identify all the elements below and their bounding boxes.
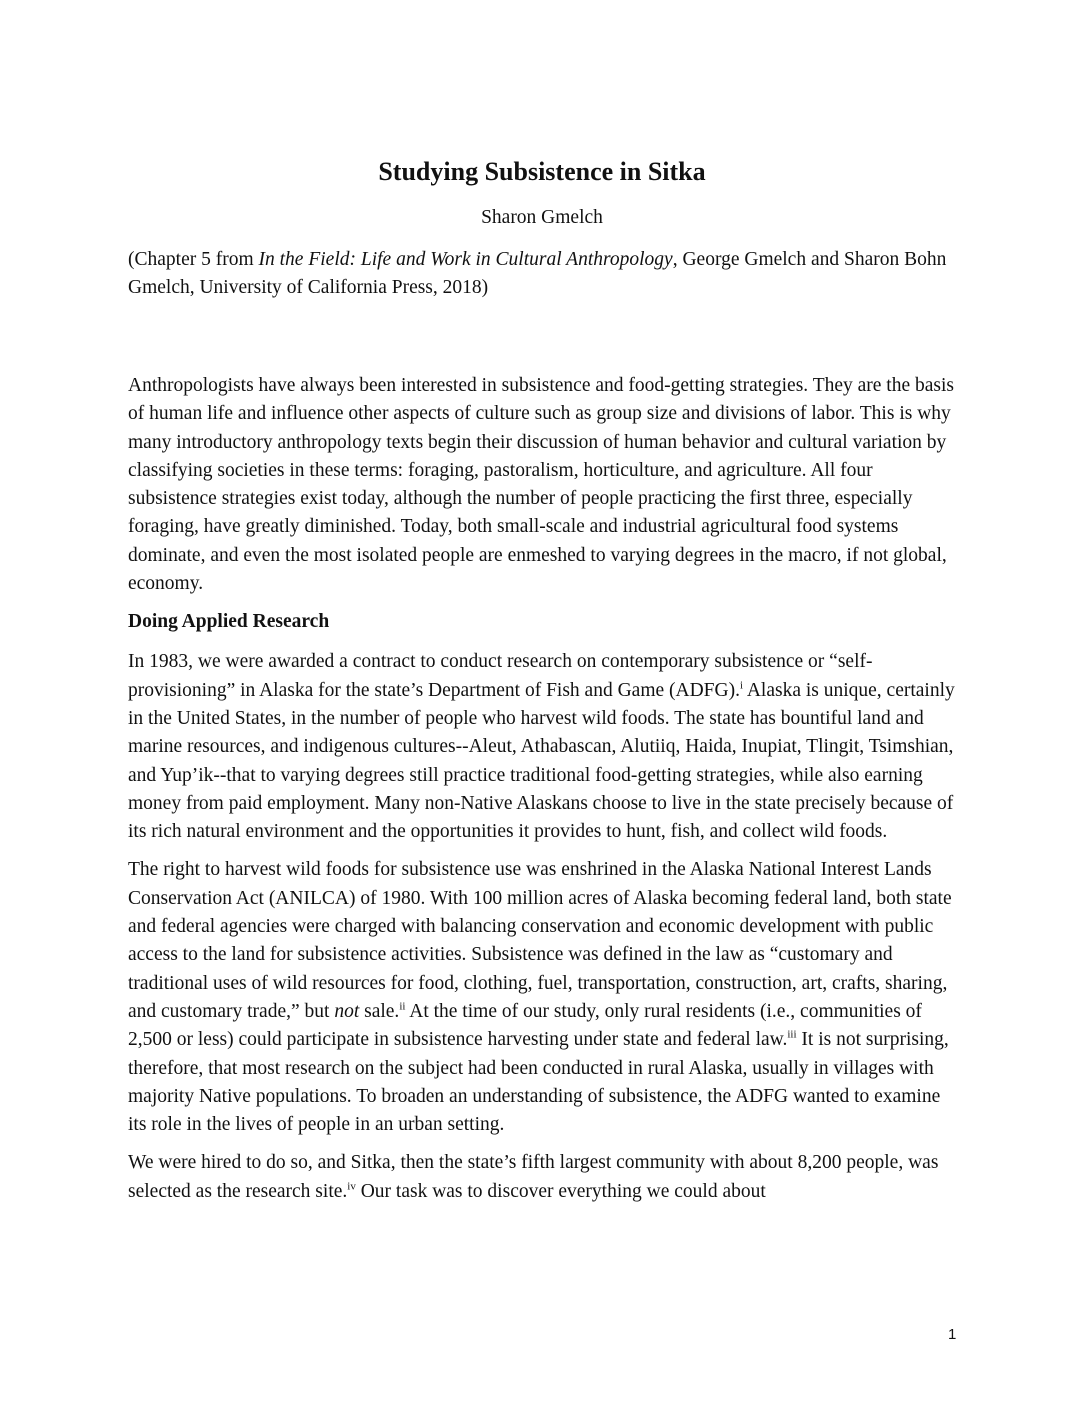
- citation-suffix: , George Gmelch and Sharon Bohn Gmelch, University of California Press, 2018): [128, 249, 947, 298]
- body-paragraph: [128, 648, 956, 846]
- chapter-citation: [128, 246, 956, 302]
- citation-prefix: (Chapter 5 from: [128, 249, 259, 270]
- intro-paragraph: Anthropologists have always been interested in subsistence and food-getting strategies. They are the basis of human life and influence other aspects of culture such as group size and divisions of labor. This is why many introductory anthropology texts begin their discussion of human behavior and cultural variation by classifying societies in these terms: foraging, pastoralism, horticulture, and agriculture. All four subsistence strategies exist today, although the number of people practicing the first three, especially foraging, have greatly diminished. Today, both small-scale and industrial agricultural food systems dominate, and even the most isolated people are enmeshed to varying degrees in the macro, if not global, economy.: [128, 375, 955, 595]
- section-heading: Doing Applied Research: [128, 611, 330, 633]
- document-title: Studying Subsistence in Sitka: [378, 157, 706, 186]
- endnote-marker[interactable]: iv: [347, 1180, 356, 1193]
- paragraph-text: Our task was to discover everything we could about: [355, 1180, 766, 1202]
- paragraph-text: At the time of our study, only rural residents (i.e., communities of 2,500 or less) could participate in subsistence harvesting under state and federal law.: [128, 1000, 922, 1051]
- citation-book-title: In the Field: Life and Work in Cultural Anthropology: [258, 249, 673, 270]
- paragraph-text: Alaska is unique, certainly in the United States, in the number of people who harvest wild foods. The state has bountiful land and marine resources, and indigenous cultures--Aleut, Athabascan, Alutiiq, Haida, Inupiat, Tlingit, Tsimshian, and Yup’ik--that to varying degrees still practice traditional food-getting strategies, while also earning money from paid employment. Many non-Native Alaskans choose to live in the state precisely because of its rich natural environment and the opportunities it provides to hunt, fish, and collect wild foods.: [128, 679, 955, 843]
- page-number: 1: [948, 1326, 957, 1343]
- emphasis-text: not: [334, 1000, 360, 1022]
- paragraph-text: We were hired to do so, and Sitka, then the state’s fifth largest community with about 8,200 people, was selected as the research site.: [128, 1152, 939, 1202]
- author-name: Sharon Gmelch: [481, 207, 603, 228]
- body-paragraph: [128, 1149, 956, 1206]
- endnote-marker[interactable]: ii: [399, 1000, 406, 1013]
- body-paragraph: [128, 856, 956, 1139]
- paragraph-text: In 1983, we were awarded a contract to conduct research on contemporary subsistence or “self-provisioning” in Alaska for the state’s Department of Fish and Game (ADFG).: [128, 651, 873, 701]
- endnote-marker[interactable]: i: [739, 679, 744, 692]
- document-page: [128, 152, 956, 1216]
- paragraph-text: sale.: [359, 1000, 400, 1022]
- endnote-marker[interactable]: iii: [787, 1028, 797, 1041]
- paragraph-text: The right to harvest wild foods for subsistence use was enshrined in the Alaska National Interest Lands Conservation Act (ANILCA) of 1980. With 100 million acres of Alaska becoming federal land, both state and federal agencies were charged with balancing conservation and economic development with public access to the land for subsistence activities. Subsistence was defined in the law as “customary and traditional uses of wild resources for food, clothing, fuel, transportation, construction, art, crafts, sharing, and customary trade,” but: [128, 859, 952, 1022]
- paragraph-text: It is not surprising, therefore, that most research on the subject had been conducted in rural Alaska, usually in villages with majority Native populations. To broaden an understanding of subsistence, the ADFG wanted to examine its role in the lives of people in an urban setting.: [128, 1029, 949, 1136]
